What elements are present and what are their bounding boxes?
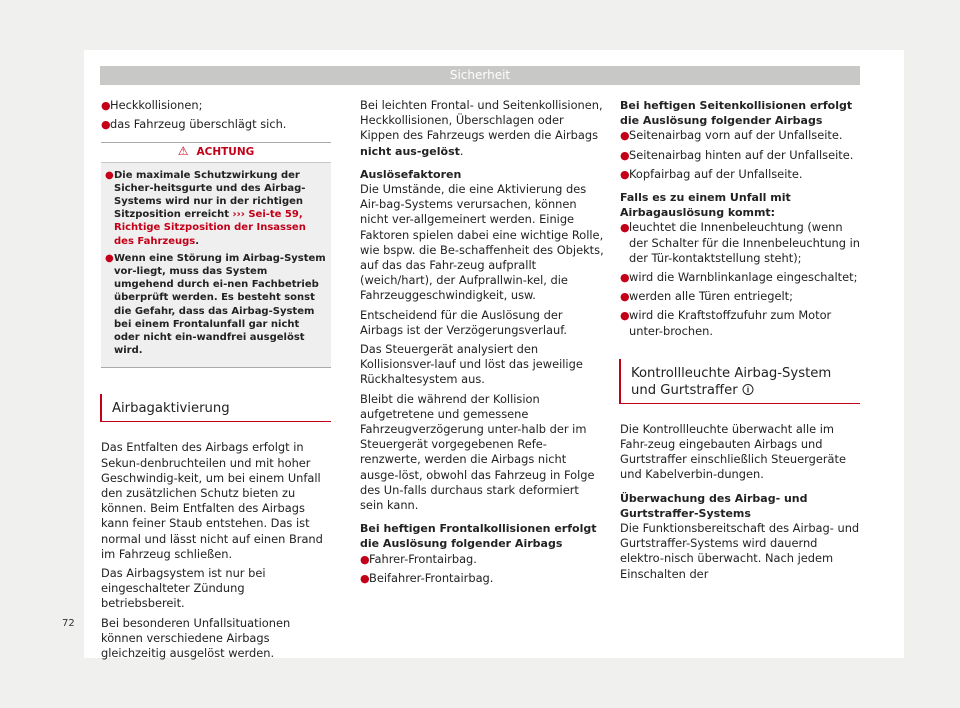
bullet-icon: ●	[620, 148, 630, 162]
subheading: Auslösefaktoren	[360, 167, 462, 181]
list-item: ● Kopfairbag auf der Unfallseite.	[620, 166, 803, 181]
list-item: ● werden alle Türen entriegelt;	[620, 289, 793, 304]
paragraph: Das Airbagsystem ist nur bei eingeschalteter Zündung betriebsbereit.	[101, 566, 266, 611]
list-item: ● das Fahrzeug überschlägt sich.	[101, 117, 287, 132]
warning-item: ● Die maximale Schutzwirkung der Sicher-heitsgurte und des Airbag-Systems wird nur in der richtigen Sitzposition erreicht ››› Sei-te 59, Richtige Sitzposition der Insassen des Fahrzeugs.	[105, 169, 306, 247]
paragraph: Die Umstände, die eine Aktivierung des Air-bag-Systems verursachen, können nicht ver-allgemeinert werden. Einige Faktoren spielen dabei eine wichtige Rolle, wie bspw. die Be-schaffenheit des Objekts, auf das das Fahr-zeug aufprallt (weich/hart), der Aufprallwin-kel, die Fahrzeuggeschwindigkeit, usw.	[360, 182, 604, 303]
list-item: ● wird die Kraftstoffzufuhr zum Motor unter-brochen.	[620, 308, 832, 338]
section-header: Sicherheit	[100, 66, 860, 85]
subheading: Bei heftigen Seitenkollisionen erfolgt die Auslösung folgender Airbags	[620, 99, 853, 128]
airbag-warning-lamp-icon: 🛈	[741, 382, 755, 397]
column-3	[620, 98, 860, 586]
bullet-icon: ●	[105, 169, 114, 181]
subheading: Bei heftigen Frontalkollisionen erfolgt die Auslösung folgender Airbags	[360, 522, 597, 551]
list-item: ● leuchtet die Innenbeleuchtung (wenn der Schalter für die Innenbeleuchtung in der Tür-kontaktstellung steht);	[620, 220, 861, 265]
bullet-icon: ●	[101, 118, 111, 132]
list-item: ● wird die Warnblinkanlage eingeschaltet;	[620, 270, 858, 285]
warning-item: ● Wenn eine Störung im Airbag-System vor-liegt, muss das System umgehend durch ei-nen Fachbetrieb überprüft werden. Es besteht sonst die Gefahr, dass das Airbag-System bei einem Frontalunfall gar nicht oder nicht ein-wandfrei ausgelöst wird.	[105, 252, 326, 357]
list-item: ● Heckkollisionen;	[101, 98, 203, 112]
list-item: ● Seitenairbag hinten auf der Unfallseite.	[620, 147, 854, 162]
bullet-icon: ●	[105, 252, 114, 264]
bullet-icon: ●	[620, 167, 630, 181]
bullet-icon: ●	[101, 99, 111, 112]
paragraph: Bei besonderen Unfallsituationen können verschiedene Airbags gleichzeitig ausgelöst werden.	[101, 615, 291, 661]
section-heading: Airbagaktivierung	[100, 394, 331, 422]
bullet-icon: ●	[620, 290, 630, 304]
page-reference-link[interactable]: ››› Sei-te 59, Richtige Sitzposition der Insassen des Fahrzeugs	[114, 209, 306, 247]
warning-box	[101, 142, 331, 368]
warning-triangle-icon: ⚠	[177, 144, 189, 159]
list-item: ● Fahrer-Frontairbag.	[360, 551, 477, 566]
bullet-icon: ●	[620, 309, 630, 323]
bullet-icon: ●	[620, 129, 630, 143]
bullet-icon: ●	[620, 271, 630, 285]
column-2	[360, 98, 604, 590]
list-item: ● Seitenairbag vorn auf der Unfallseite.	[620, 128, 843, 143]
bullet-icon: ●	[620, 221, 630, 235]
paragraph: Bleibt die während der Kollision aufgetretene und gemessene Fahrzeugverzögerung unter-halb der im Steuergerät vorgegebenen Refe-renzwerte, werden die Airbags nicht ausge-löst, obwohl das Fahrzeug in Folge des Un-falls durchaus stark deformiert sein kann.	[360, 391, 595, 513]
column-1	[101, 98, 331, 665]
paragraph: Das Entfalten des Airbags erfolgt in Sekun-denbruchteilen und mit hoher Geschwindig-keit, um bei einem Unfall den zusätzlichen Schutz bieten zu können. Beim Entfalten des Airbags kann feiner Staub entstehen. Das ist normal und lässt nicht auf einen Brand im Fahrzeug schließen.	[101, 440, 323, 561]
warning-header: ⚠ ACHTUNG	[101, 143, 331, 162]
bullet-icon: ●	[360, 552, 370, 566]
subheading: Überwachung des Airbag- und Gurtstraffer-Systems	[620, 491, 808, 520]
paragraph: Bei leichten Frontal- und Seitenkollisionen, Heckkollisionen, Überschlagen oder Kippen des Fahrzeugs werden die Airbags nicht aus-gelöst.	[360, 98, 603, 158]
paragraph: Die Funktionsbereitschaft des Airbag- und Gurtstraffer-Systems wird dauernd elektro-nisch überwacht. Nach jedem Einschalten der	[620, 521, 860, 581]
paragraph: Entscheidend für die Auslösung der Airbags ist der Verzögerungsverlauf.	[360, 307, 568, 337]
section-heading: Kontrollleuchte Airbag-System und Gurtstraffer 🛈	[619, 359, 860, 404]
list-item: ● Beifahrer-Frontairbag.	[360, 570, 494, 585]
bullet-icon: ●	[360, 571, 370, 585]
paragraph: Die Kontrollleuchte überwacht alle im Fahr-zeug eingebauten Airbags und Gurtstraffer einschließlich Steuergeräte und Kabelverbin-dungen.	[620, 421, 846, 482]
page-number: 72	[62, 618, 75, 629]
subheading: Falls es zu einem Unfall mit Airbagauslösung kommt:	[620, 191, 791, 220]
paragraph: Das Steuergerät analysiert den Kollisionsver-lauf und löst das jeweilige Rückhaltesystem aus.	[360, 342, 583, 387]
